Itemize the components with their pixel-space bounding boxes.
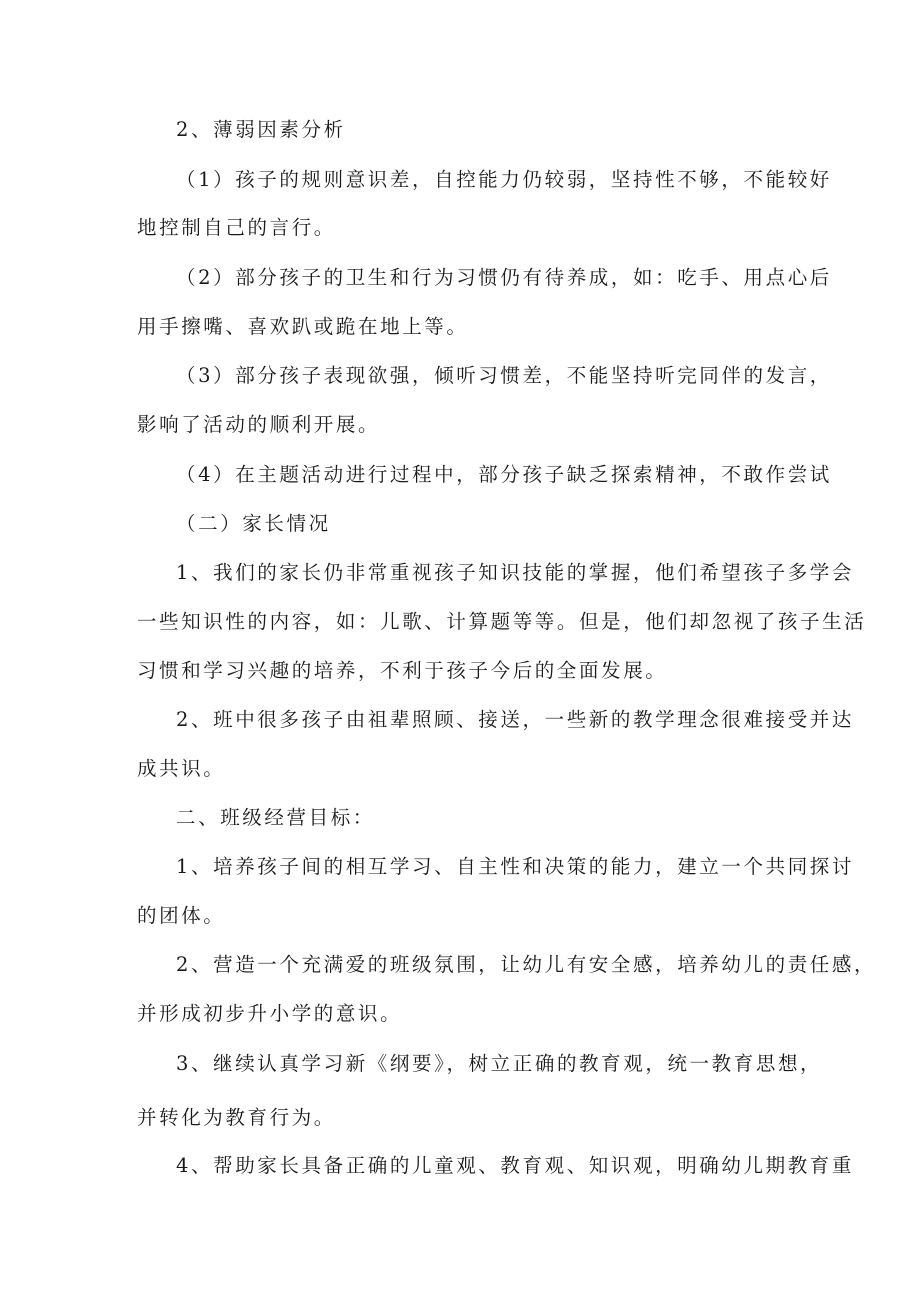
paragraph-line: 2、营造一个充满爱的班级氛围，让幼儿有安全感，培养幼儿的责任感，: [176, 953, 877, 976]
paragraph-line: 3、继续认真学习新《纲要》，树立正确的教育观，统一教育思想，: [176, 1052, 823, 1075]
paragraph-line: 习惯和学习兴趣的培养，不利于孩子今后的全面发展。: [137, 659, 668, 682]
paragraph-line: 影响了活动的顺利开展。: [137, 413, 381, 436]
paragraph-line: 4、帮助家长具备正确的儿童观、教育观、知识观，明确幼儿期教育重: [176, 1154, 855, 1177]
paragraph-line: 成共识。: [137, 757, 226, 780]
paragraph-line: （2）部分孩子的卫生和行为习惯仍有待养成，如：吃手、用点心后: [176, 266, 832, 289]
paragraph-line: 地控制自己的言行。: [137, 216, 336, 239]
paragraph-line: 1、我们的家长仍非常重视孩子知识技能的掌握，他们希望孩子多学会: [176, 561, 855, 584]
paragraph-line: 的团体。: [137, 904, 226, 927]
paragraph-line: 2、班中很多孩子由祖辈照顾、接送，一些新的教学理念很难接受并达: [176, 708, 855, 731]
paragraph-line: （1）孩子的规则意识差，自控能力仍较弱，坚持性不够，不能较好: [176, 168, 832, 191]
paragraph-line: （3）部分孩子表现欲强，倾听习惯差，不能坚持听完同伴的发言，: [176, 364, 832, 387]
paragraph-line: 并形成初步升小学的意识。: [137, 1002, 403, 1025]
paragraph-line: 用手擦嘴、喜欢趴或跪在地上等。: [137, 315, 469, 338]
paragraph-line: 一些知识性的内容，如：儿歌、计算题等等。但是，他们却忽视了孩子生活: [137, 610, 867, 633]
paragraph-line: （4）在主题活动进行过程中，部分孩子缺乏探索精神，不敢作尝试: [176, 463, 832, 486]
section-heading-weak-factors: 2、薄弱因素分析: [176, 118, 346, 141]
section-heading-class-goals: 二、班级经营目标：: [176, 806, 375, 829]
section-heading-parents: （二）家长情况: [176, 512, 331, 535]
paragraph-line: 1、培养孩子间的相互学习、自主性和决策的能力，建立一个共同探讨: [176, 855, 855, 878]
paragraph-line: 并转化为教育行为。: [137, 1106, 336, 1129]
